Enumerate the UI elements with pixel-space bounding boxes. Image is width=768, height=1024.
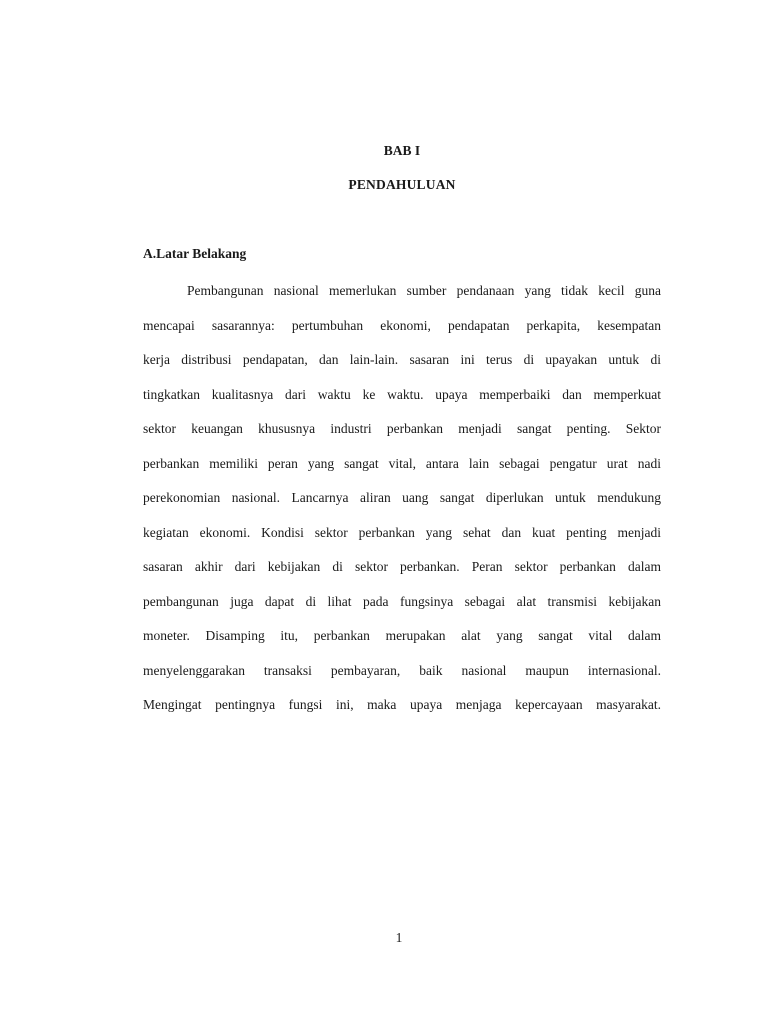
page-number: 1 <box>395 930 403 945</box>
paragraph-line: moneter. Disamping itu, perbankan merupakan alat yang sangat vital dalam <box>143 628 661 643</box>
paragraph-line: kerja distribusi pendapatan, dan lain-lain. sasaran ini terus di upayakan untuk di <box>143 352 661 367</box>
chapter-number: BAB I <box>383 143 421 158</box>
paragraph-line: mencapai sasarannya: pertumbuhan ekonomi, pendapatan perkapita, kesempatan <box>143 317 661 333</box>
paragraph-line: Mengingat pentingnya fungsi ini, maka upaya menjaga kepercayaan masyarakat. <box>143 697 661 712</box>
paragraph-line: perbankan memiliki peran yang sangat vital, antara lain sebagai pengatur urat nadi <box>143 455 661 471</box>
paragraph-line: perekonomian nasional. Lancarnya aliran uang sangat diperlukan untuk mendukung <box>143 490 661 505</box>
paragraph-line: kegiatan ekonomi. Kondisi sektor perbankan yang sehat dan kuat penting menjadi <box>143 524 661 540</box>
paragraph-line: pembangunan juga dapat di lihat pada fungsinya sebagai alat transmisi kebijakan <box>143 593 661 609</box>
body-paragraph <box>143 281 661 730</box>
paragraph-line: menyelenggarakan transaksi pembayaran, baik nasional maupun internasional. <box>143 662 661 678</box>
chapter-title: PENDAHULUAN <box>348 177 456 192</box>
paragraph-line: Pembangunan nasional memerlukan sumber pendanaan yang tidak kecil guna <box>187 283 661 298</box>
paragraph-line: sasaran akhir dari kebijakan di sektor perbankan. Peran sektor perbankan dalam <box>143 559 661 574</box>
paragraph-line: tingkatkan kualitasnya dari waktu ke waktu. upaya memperbaiki dan memperkuat <box>143 386 661 402</box>
paragraph-line: sektor keuangan khususnya industri perbankan menjadi sangat penting. Sektor <box>143 421 661 436</box>
section-heading: A.Latar Belakang <box>143 246 247 261</box>
